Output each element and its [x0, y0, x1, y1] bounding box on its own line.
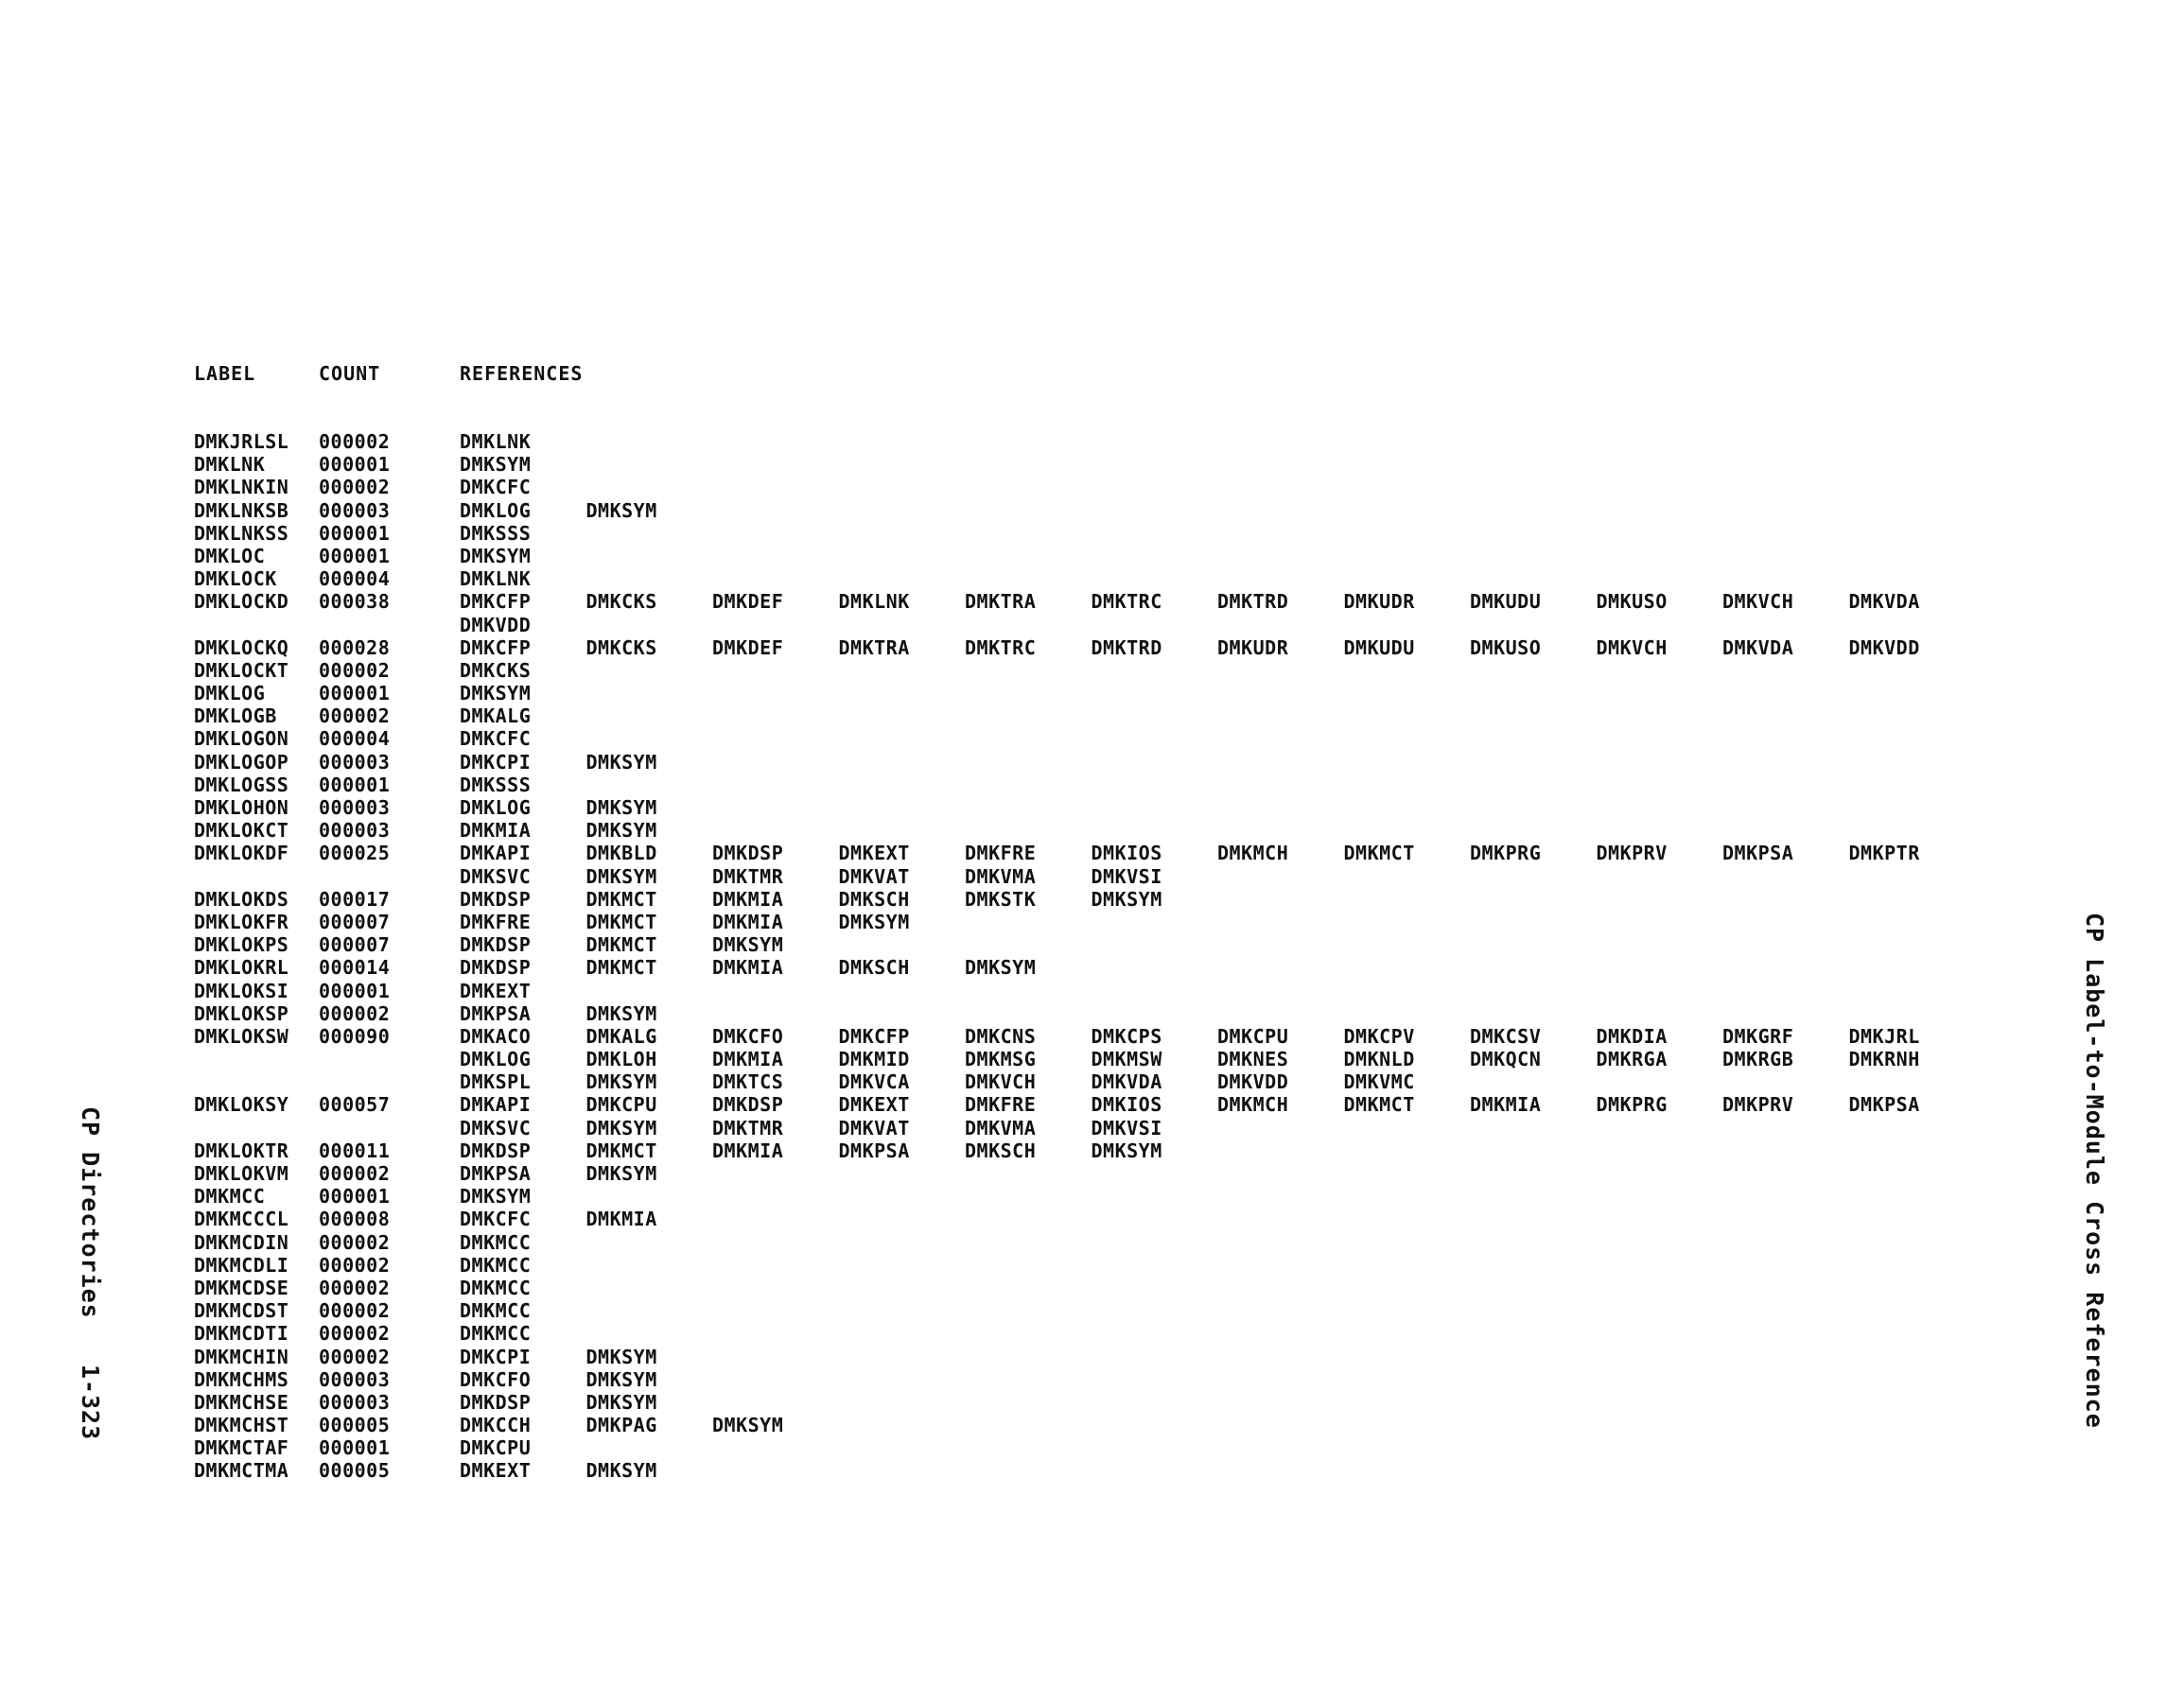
- row-count: 000002: [319, 1276, 391, 1299]
- row-reference: DMKSYM: [460, 453, 532, 477]
- row-label: DMKLOKSY: [194, 1093, 289, 1117]
- row-reference: DMKTRA: [965, 590, 1037, 614]
- row-reference: DMKSTK: [965, 887, 1037, 911]
- row-count: 000002: [319, 1299, 391, 1323]
- row-reference: DMKEXT: [838, 842, 910, 865]
- row-reference: DMKPSA: [460, 1162, 532, 1185]
- row-count: 000057: [319, 1093, 391, 1117]
- row-count: 000002: [319, 658, 391, 682]
- row-count: 000011: [319, 1139, 391, 1162]
- row-reference: DMKDSP: [712, 842, 784, 865]
- row-reference: DMKGRF: [1722, 1024, 1794, 1048]
- row-reference: DMKVAT: [838, 864, 910, 888]
- row-label: DMKLOGB: [194, 704, 277, 728]
- row-count: 000005: [319, 1414, 391, 1437]
- row-reference: DMKPTR: [1848, 842, 1920, 865]
- row-count: 000002: [319, 1253, 391, 1277]
- row-reference: DMKDIA: [1596, 1024, 1668, 1048]
- row-count: 000001: [319, 544, 391, 567]
- row-count: 000007: [319, 933, 391, 957]
- row-reference: DMKDSP: [460, 887, 532, 911]
- row-reference: DMKMCT: [585, 933, 657, 957]
- section-title: CP Label-to-Module Cross Reference: [2081, 913, 2108, 1429]
- row-reference: DMKCFP: [838, 1024, 910, 1048]
- row-reference: DMKEXT: [460, 1459, 532, 1483]
- table-row: [0, 590, 2184, 613]
- row-reference: DMKCPU: [460, 1436, 532, 1460]
- row-count: 000007: [319, 910, 391, 933]
- row-label: DMKMCDLI: [194, 1253, 289, 1277]
- row-count: 000038: [319, 590, 391, 614]
- row-reference: DMKMIA: [712, 910, 784, 933]
- table-row: [0, 453, 2184, 476]
- page-footer: CP Directories 1-323: [77, 1106, 104, 1441]
- row-label: DMKMCHSE: [194, 1390, 289, 1414]
- table-row: [0, 956, 2184, 979]
- row-reference: DMKVSI: [1091, 1116, 1162, 1139]
- row-reference: DMKCPV: [1343, 1024, 1415, 1048]
- row-reference: DMKPSA: [1848, 1093, 1920, 1117]
- row-reference: DMKTMR: [712, 864, 784, 888]
- row-reference: DMKVDA: [1091, 1070, 1162, 1094]
- row-count: 000014: [319, 956, 391, 980]
- row-reference: DMKCKS: [585, 590, 657, 614]
- row-reference: DMKAPI: [460, 1093, 532, 1117]
- row-reference: DMKPRG: [1470, 842, 1542, 865]
- row-reference: DMKSSS: [460, 521, 532, 545]
- table-row: [0, 1277, 2184, 1299]
- row-reference: DMKCPI: [460, 750, 532, 774]
- row-reference: DMKALG: [460, 704, 532, 728]
- row-reference: DMKSCH: [965, 1139, 1037, 1162]
- count-column-header: COUNT: [319, 362, 381, 385]
- table-row: [0, 842, 2184, 864]
- table-row: [0, 1231, 2184, 1254]
- row-label: DMKLOGOP: [194, 750, 289, 774]
- row-label: DMKMCHST: [194, 1414, 289, 1437]
- row-reference: DMKSVC: [460, 1116, 532, 1139]
- row-label: DMKLOKCT: [194, 819, 289, 843]
- row-reference: DMKCFP: [460, 590, 532, 614]
- row-reference: DMKDSP: [460, 1139, 532, 1162]
- row-reference: DMKCPU: [585, 1093, 657, 1117]
- row-reference: DMKVAT: [838, 1116, 910, 1139]
- row-reference: DMKSYM: [585, 1390, 657, 1414]
- row-label: DMKLNKSS: [194, 521, 289, 545]
- row-reference: DMKTCS: [712, 1070, 784, 1094]
- row-label: DMKLOKPS: [194, 933, 289, 957]
- row-reference: DMKRGB: [1722, 1048, 1794, 1071]
- row-reference: DMKCFO: [460, 1367, 532, 1391]
- table-row: [0, 430, 2184, 453]
- row-reference: DMKVDA: [1848, 590, 1920, 614]
- row-reference: DMKSYM: [585, 498, 657, 522]
- row-reference: DMKFRE: [965, 842, 1037, 865]
- row-reference: DMKIOS: [1091, 1093, 1162, 1117]
- table-row: [0, 1162, 2184, 1185]
- row-reference: DMKTRA: [838, 635, 910, 659]
- row-count: 000025: [319, 842, 391, 865]
- row-reference: DMKPRG: [1596, 1093, 1668, 1117]
- row-reference: DMKFRE: [965, 1093, 1037, 1117]
- row-reference: DMKSYM: [460, 544, 532, 567]
- table-row: [0, 1208, 2184, 1230]
- row-reference: DMKNLD: [1343, 1048, 1415, 1071]
- row-reference: DMKVMA: [965, 864, 1037, 888]
- table-row: [0, 522, 2184, 545]
- row-reference: DMKMCT: [585, 887, 657, 911]
- table-row: [0, 1391, 2184, 1414]
- row-reference: DMKSYM: [585, 819, 657, 843]
- row-reference: DMKLOG: [460, 1048, 532, 1071]
- row-reference: DMKMCC: [460, 1230, 532, 1254]
- references-column-header: REFERENCES: [460, 362, 584, 385]
- row-reference: DMKCFC: [460, 476, 532, 499]
- table-row: [0, 1459, 2184, 1482]
- row-label: DMKLOKDF: [194, 842, 289, 865]
- table-row: [0, 911, 2184, 933]
- row-reference: DMKIOS: [1091, 842, 1162, 865]
- row-reference: DMKDSP: [712, 1093, 784, 1117]
- row-reference: DMKMIA: [460, 819, 532, 843]
- row-label: DMKLOKTR: [194, 1139, 289, 1162]
- table-row: [0, 614, 2184, 636]
- row-label: DMKLOKDS: [194, 887, 289, 911]
- row-count: 000001: [319, 1185, 391, 1209]
- row-reference: DMKUDU: [1470, 590, 1542, 614]
- row-label: DMKLOCKD: [194, 590, 289, 614]
- table-row: [0, 1117, 2184, 1139]
- table-row: [0, 1185, 2184, 1208]
- row-reference: DMKSYM: [712, 1414, 784, 1437]
- row-reference: DMKMIA: [712, 887, 784, 911]
- row-reference: DMKACO: [460, 1024, 532, 1048]
- row-count: 000001: [319, 521, 391, 545]
- row-count: 000003: [319, 1390, 391, 1414]
- row-reference: DMKUDU: [1343, 635, 1415, 659]
- row-count: 000017: [319, 887, 391, 911]
- row-reference: DMKVDA: [1722, 635, 1794, 659]
- table-row: [0, 1025, 2184, 1048]
- table-row: [0, 476, 2184, 498]
- row-reference: DMKPRV: [1596, 842, 1668, 865]
- row-reference: DMKVMA: [965, 1116, 1037, 1139]
- row-reference: DMKRNH: [1848, 1048, 1920, 1071]
- table-row: [0, 774, 2184, 796]
- row-label: DMKLOC: [194, 544, 266, 567]
- row-reference: DMKVMC: [1343, 1070, 1415, 1094]
- table-row: [0, 704, 2184, 727]
- row-reference: DMKSYM: [585, 1459, 657, 1483]
- row-reference: DMKSYM: [585, 1116, 657, 1139]
- row-count: 000003: [319, 750, 391, 774]
- table-row: [0, 1322, 2184, 1345]
- row-label: DMKMCCCL: [194, 1208, 289, 1231]
- row-label: DMKMCDSE: [194, 1276, 289, 1299]
- row-reference: DMKMCT: [585, 956, 657, 980]
- row-reference: DMKTRD: [1217, 590, 1289, 614]
- row-count: 000005: [319, 1459, 391, 1483]
- row-count: 000002: [319, 476, 391, 499]
- row-reference: DMKSYM: [1091, 887, 1162, 911]
- table-row: [0, 1070, 2184, 1093]
- row-reference: DMKSVC: [460, 864, 532, 888]
- table-row: [0, 545, 2184, 567]
- row-reference: DMKBLD: [585, 842, 657, 865]
- row-label: DMKLNKIN: [194, 476, 289, 499]
- row-label: DMKLOCK: [194, 567, 277, 591]
- row-reference: DMKRGA: [1596, 1048, 1668, 1071]
- row-reference: DMKSYM: [838, 910, 910, 933]
- row-reference: DMKCKS: [460, 658, 532, 682]
- row-reference: DMKSYM: [585, 796, 657, 819]
- table-row: [0, 1254, 2184, 1277]
- row-label: DMKMCTMA: [194, 1459, 289, 1483]
- row-reference: DMKMCT: [585, 1139, 657, 1162]
- row-count: 000008: [319, 1208, 391, 1231]
- column-header-row: [0, 362, 2184, 385]
- table-row: [0, 1139, 2184, 1162]
- row-reference: DMKDEF: [712, 635, 784, 659]
- table-row: [0, 819, 2184, 842]
- table-row: [0, 682, 2184, 704]
- row-label: DMKMCHMS: [194, 1367, 289, 1391]
- row-reference: DMKPSA: [460, 1001, 532, 1025]
- row-reference: DMKSYM: [585, 750, 657, 774]
- table-row: [0, 1414, 2184, 1436]
- row-count: 000002: [319, 704, 391, 728]
- table-row: [0, 659, 2184, 682]
- row-reference: DMKMCT: [1343, 842, 1415, 865]
- row-reference: DMKALG: [585, 1024, 657, 1048]
- row-count: 000003: [319, 819, 391, 843]
- row-reference: DMKUDR: [1343, 590, 1415, 614]
- table-row: [0, 1346, 2184, 1368]
- row-label: DMKLOKFR: [194, 910, 289, 933]
- row-reference: DMKCFC: [460, 1208, 532, 1231]
- row-reference: DMKSCH: [838, 887, 910, 911]
- row-count: 000003: [319, 796, 391, 819]
- table-row: [0, 1299, 2184, 1322]
- row-reference: DMKVCH: [1722, 590, 1794, 614]
- row-reference: DMKCFO: [712, 1024, 784, 1048]
- row-label: DMKMCDIN: [194, 1230, 289, 1254]
- row-reference: DMKSYM: [585, 1001, 657, 1025]
- row-reference: DMKTRC: [1091, 590, 1162, 614]
- row-label: DMKMCTAF: [194, 1436, 289, 1460]
- table-row: [0, 636, 2184, 659]
- row-count: 000003: [319, 498, 391, 522]
- row-count: 000002: [319, 1001, 391, 1025]
- row-reference: DMKSCH: [838, 956, 910, 980]
- row-reference: DMKSPL: [460, 1070, 532, 1094]
- row-reference: DMKLOH: [585, 1048, 657, 1071]
- table-row: [0, 796, 2184, 819]
- row-reference: DMKSYM: [965, 956, 1037, 980]
- row-reference: DMKPSA: [1722, 842, 1794, 865]
- row-reference: DMKTRC: [965, 635, 1037, 659]
- row-reference: DMKMIA: [712, 956, 784, 980]
- table-row: [0, 1368, 2184, 1391]
- row-reference: DMKCPS: [1091, 1024, 1162, 1048]
- row-reference: DMKMIA: [585, 1208, 657, 1231]
- row-label: DMKMCDST: [194, 1299, 289, 1323]
- row-reference: DMKCFP: [460, 635, 532, 659]
- row-reference: DMKMIA: [1470, 1093, 1542, 1117]
- row-reference: DMKNES: [1217, 1048, 1289, 1071]
- row-reference: DMKSYM: [712, 933, 784, 957]
- cross-reference-table: [0, 430, 2184, 1483]
- table-row: [0, 727, 2184, 750]
- row-reference: DMKEXT: [460, 979, 532, 1002]
- row-reference: DMKPAG: [585, 1414, 657, 1437]
- table-row: [0, 865, 2184, 888]
- row-reference: DMKSYM: [460, 1185, 532, 1209]
- row-reference: DMKPRV: [1722, 1093, 1794, 1117]
- row-reference: DMKVDD: [1217, 1070, 1289, 1094]
- row-label: DMKLOG: [194, 682, 266, 705]
- row-label: DMKMCDTI: [194, 1322, 289, 1346]
- row-reference: DMKVSI: [1091, 864, 1162, 888]
- table-row: [0, 751, 2184, 774]
- row-reference: DMKSYM: [585, 1070, 657, 1094]
- row-reference: DMKSYM: [1091, 1139, 1162, 1162]
- row-count: 000002: [319, 1230, 391, 1254]
- row-count: 000004: [319, 727, 391, 751]
- row-reference: DMKLNK: [460, 430, 532, 453]
- row-count: 000001: [319, 979, 391, 1002]
- table-row: [0, 1436, 2184, 1459]
- row-count: 000004: [319, 567, 391, 591]
- row-label: DMKLOCKT: [194, 658, 289, 682]
- row-label: DMKLOHON: [194, 796, 289, 819]
- row-label: DMKLOCKQ: [194, 635, 289, 659]
- table-row: [0, 980, 2184, 1002]
- table-row: [0, 499, 2184, 522]
- row-reference: DMKQCN: [1470, 1048, 1542, 1071]
- row-reference: DMKJRL: [1848, 1024, 1920, 1048]
- row-label: DMKLOKRL: [194, 956, 289, 980]
- row-reference: DMKMIA: [712, 1048, 784, 1071]
- table-row: [0, 933, 2184, 956]
- row-reference: DMKVDD: [460, 613, 532, 636]
- row-reference: DMKSYM: [585, 1345, 657, 1368]
- row-count: 000002: [319, 430, 391, 453]
- row-count: 000001: [319, 682, 391, 705]
- row-reference: DMKMSW: [1091, 1048, 1162, 1071]
- row-reference: DMKCNS: [965, 1024, 1037, 1048]
- row-reference: DMKMCT: [1343, 1093, 1415, 1117]
- table-row: [0, 1048, 2184, 1070]
- row-reference: DMKCSV: [1470, 1024, 1542, 1048]
- row-label: DMKLOKSI: [194, 979, 289, 1002]
- row-count: 000028: [319, 635, 391, 659]
- row-reference: DMKSYM: [460, 682, 532, 705]
- row-reference: DMKCPI: [460, 1345, 532, 1368]
- row-reference: DMKMCH: [1217, 842, 1289, 865]
- row-reference: DMKMCH: [1217, 1093, 1289, 1117]
- row-count: 000002: [319, 1162, 391, 1185]
- row-reference: DMKDEF: [712, 590, 784, 614]
- row-count: 000090: [319, 1024, 391, 1048]
- row-count: 000002: [319, 1345, 391, 1368]
- row-count: 000001: [319, 453, 391, 477]
- row-label: DMKJRLSL: [194, 430, 289, 453]
- row-count: 000001: [319, 1436, 391, 1460]
- row-reference: DMKTMR: [712, 1116, 784, 1139]
- table-row: [0, 567, 2184, 590]
- row-reference: DMKSSS: [460, 773, 532, 796]
- row-reference: DMKMSG: [965, 1048, 1037, 1071]
- row-reference: DMKVCH: [965, 1070, 1037, 1094]
- row-count: 000003: [319, 1367, 391, 1391]
- row-reference: DMKVCA: [838, 1070, 910, 1094]
- row-reference: DMKMCT: [585, 910, 657, 933]
- row-reference: DMKCFC: [460, 727, 532, 751]
- row-count: 000001: [319, 773, 391, 796]
- row-count: 000002: [319, 1322, 391, 1346]
- row-reference: DMKUSO: [1470, 635, 1542, 659]
- row-reference: DMKLNK: [460, 567, 532, 591]
- row-reference: DMKDSP: [460, 1390, 532, 1414]
- row-reference: DMKTRD: [1091, 635, 1162, 659]
- row-label: DMKLOKSW: [194, 1024, 289, 1048]
- row-reference: DMKLOG: [460, 498, 532, 522]
- row-label: DMKMCHIN: [194, 1345, 289, 1368]
- row-reference: DMKMCC: [460, 1299, 532, 1323]
- row-reference: DMKLOG: [460, 796, 532, 819]
- row-reference: DMKMCC: [460, 1253, 532, 1277]
- row-label: DMKLNK: [194, 453, 266, 477]
- row-reference: DMKVDD: [1848, 635, 1920, 659]
- row-reference: DMKLNK: [838, 590, 910, 614]
- row-reference: DMKFRE: [460, 910, 532, 933]
- row-reference: DMKEXT: [838, 1093, 910, 1117]
- row-reference: DMKSYM: [585, 864, 657, 888]
- row-reference: DMKUDR: [1217, 635, 1289, 659]
- row-reference: DMKCKS: [585, 635, 657, 659]
- table-row: [0, 888, 2184, 911]
- row-reference: DMKAPI: [460, 842, 532, 865]
- table-row: [0, 1002, 2184, 1025]
- label-column-header: LABEL: [194, 362, 256, 385]
- row-reference: DMKMCC: [460, 1322, 532, 1346]
- row-label: DMKLOKSP: [194, 1001, 289, 1025]
- row-reference: DMKUSO: [1596, 590, 1668, 614]
- row-reference: DMKMIA: [712, 1139, 784, 1162]
- row-reference: DMKDSP: [460, 956, 532, 980]
- row-reference: DMKVCH: [1596, 635, 1668, 659]
- row-label: DMKLOGSS: [194, 773, 289, 796]
- row-reference: DMKCCH: [460, 1414, 532, 1437]
- row-reference: DMKCPU: [1217, 1024, 1289, 1048]
- row-reference: DMKSYM: [585, 1367, 657, 1391]
- row-label: DMKMCC: [194, 1185, 266, 1209]
- table-row: [0, 1093, 2184, 1116]
- row-reference: DMKMID: [838, 1048, 910, 1071]
- row-label: DMKLNKSB: [194, 498, 289, 522]
- row-label: DMKLOKVM: [194, 1162, 289, 1185]
- row-reference: DMKSYM: [585, 1162, 657, 1185]
- row-label: DMKLOGON: [194, 727, 289, 751]
- row-reference: DMKDSP: [460, 933, 532, 957]
- row-reference: DMKMCC: [460, 1276, 532, 1299]
- row-reference: DMKPSA: [838, 1139, 910, 1162]
